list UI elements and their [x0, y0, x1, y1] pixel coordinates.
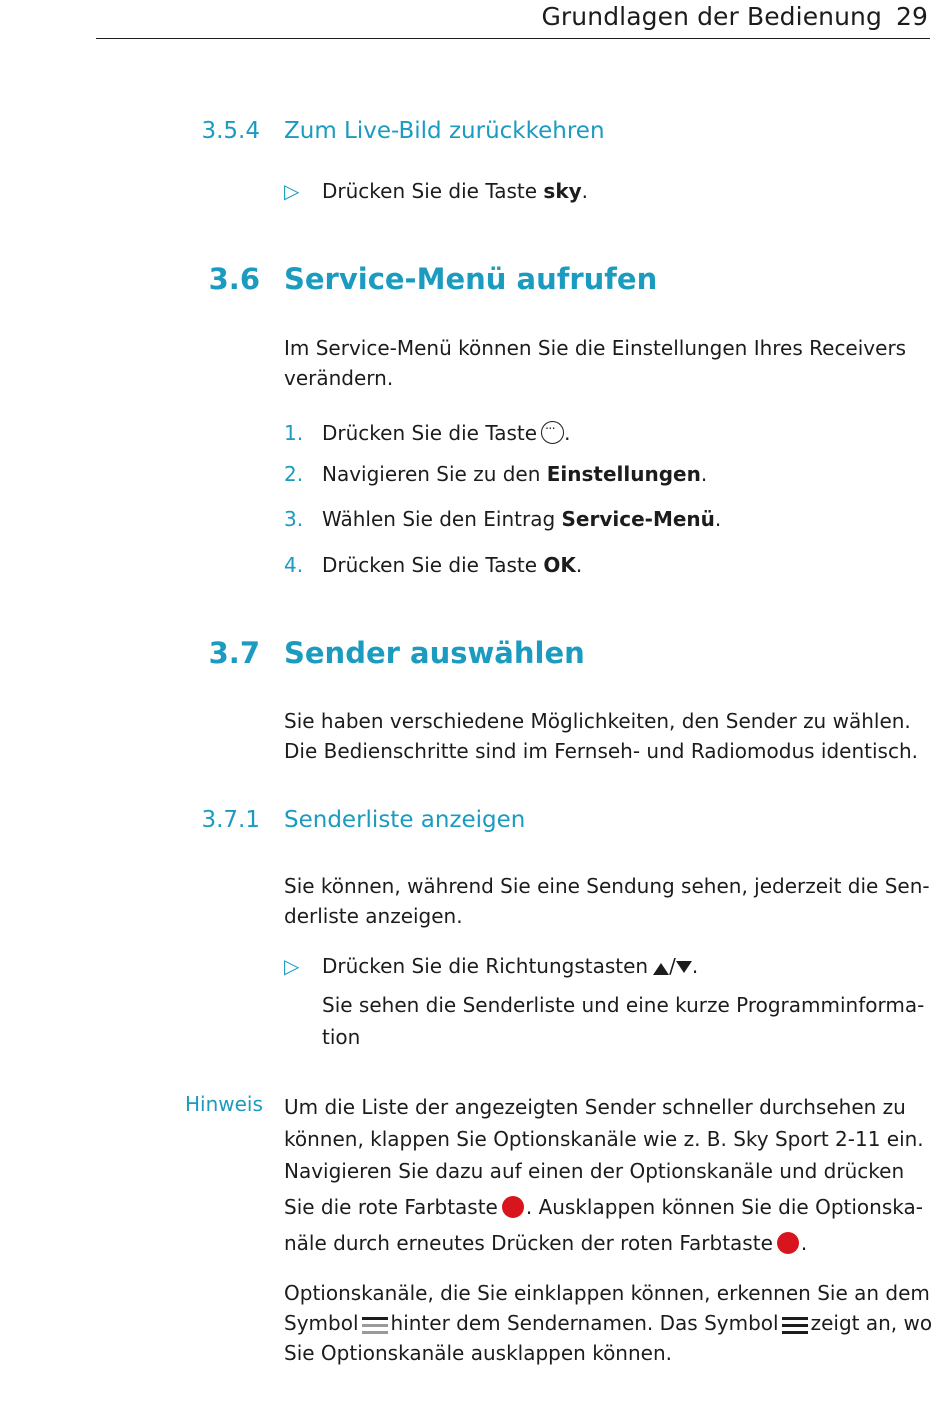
hint-line4-text-b: . Ausklappen können Sie die Optionska-: [525, 1195, 923, 1219]
step-end: .: [691, 954, 699, 978]
section-number-3-5-4: 3.5.4: [201, 118, 260, 144]
step-number-2: 2.: [284, 462, 304, 486]
service-step-3: [322, 507, 721, 531]
step-end: .: [575, 553, 583, 577]
hint-label: Hinweis: [185, 1092, 263, 1116]
hint2-line3: Sie Optionskanäle ausklappen können.: [284, 1341, 672, 1365]
service-step-2: [322, 462, 707, 486]
step-text: Navigieren Sie zu den: [322, 462, 547, 486]
senderliste-result: [322, 989, 932, 1053]
hint2-line2: [284, 1308, 934, 1338]
expand-symbol-icon: [782, 1316, 808, 1335]
section-number-3-6: 3.6: [208, 262, 260, 296]
section-number-3-7-1: 3.7.1: [201, 807, 260, 833]
sender-intro-line2: Die Bedienschritte sind im Fernseh- und Radiomodus identisch.: [284, 739, 918, 763]
step-number-4: 4.: [284, 553, 304, 577]
hint-paragraph-1: [284, 1091, 934, 1259]
service-intro-line2: verändern.: [284, 366, 394, 390]
step-end: .: [581, 179, 589, 203]
hint-line5-text-a: näle durch erneutes Drücken der roten Farbtaste: [284, 1231, 773, 1255]
step-text: Drücken Sie die Taste: [322, 553, 544, 577]
step-sep: /: [669, 954, 676, 978]
step-text: Wählen Sie den Eintrag: [322, 507, 562, 531]
hint-paragraph-2: [284, 1278, 934, 1368]
hint-line4: [284, 1191, 934, 1223]
hint-line4-text-a: Sie die rote Farbtaste: [284, 1195, 498, 1219]
red-color-key-icon: [777, 1232, 799, 1254]
senderliste-intro-line2: derliste anzeigen.: [284, 904, 463, 928]
step-text: Drücken Sie die Taste: [322, 421, 538, 445]
step-number-3: 3.: [284, 507, 304, 531]
header-title: Grundlagen der Bedienung: [541, 2, 882, 31]
senderliste-intro-line1: Sie können, während Sie eine Sendung sehen, jederzeit die Sen-: [284, 874, 930, 898]
hint-line5: [284, 1227, 934, 1259]
step-text: Drücken Sie die Taste: [322, 179, 544, 203]
section-title-3-6: Service-Menü aufrufen: [284, 262, 658, 296]
service-step-1: [322, 421, 570, 445]
result-line1: Sie sehen die Senderliste und eine kurze Programminforma-: [322, 993, 925, 1017]
step-marker: ▷: [284, 954, 300, 978]
step-text: Drücken Sie die Richtungstasten: [322, 954, 649, 978]
ok-key-icon: [541, 421, 564, 444]
step-end: .: [564, 421, 571, 445]
hint-line5-text-b: .: [800, 1231, 808, 1255]
section-title-3-5-4: Zum Live-Bild zurückkehren: [284, 118, 605, 144]
sender-intro-line1: Sie haben verschiedene Möglichkeiten, den Sender zu wählen.: [284, 709, 911, 733]
hint2-line1: Optionskanäle, die Sie einklappen können, erkennen Sie an dem: [284, 1281, 930, 1305]
result-line2: tion: [322, 1025, 361, 1049]
hint2-line2-text-a: Symbol: [284, 1311, 359, 1335]
collapse-symbol-icon: [362, 1316, 388, 1335]
hint-line3: Navigieren Sie dazu auf einen der Optionskanäle und drücken: [284, 1159, 905, 1183]
running-header: [541, 2, 928, 31]
step-marker: ▷: [284, 179, 300, 203]
section-title-3-7-1: Senderliste anzeigen: [284, 807, 526, 833]
step-live: [322, 179, 588, 203]
step-end: .: [714, 507, 722, 531]
service-intro-line1: Im Service-Menü können Sie die Einstellungen Ihres Receivers: [284, 336, 907, 360]
section-title-3-7: Sender auswählen: [284, 636, 585, 670]
step-key: Einstellungen: [546, 462, 701, 486]
step-number-1: 1.: [284, 421, 304, 445]
hint-line2: können, klappen Sie Optionskanäle wie z. B. Sky Sport 2-11 ein.: [284, 1127, 924, 1151]
hint-line1: Um die Liste der angezeigten Sender schneller durchsehen zu: [284, 1095, 906, 1119]
hint2-line2-text-c: zeigt an, wo: [810, 1311, 933, 1335]
hint2-line2-text-b: hinter dem Sendernamen. Das Symbol: [390, 1311, 779, 1335]
service-intro: [284, 333, 934, 393]
service-step-4: [322, 553, 582, 577]
step-key: Service-Menü: [561, 507, 715, 531]
header-rule: [96, 38, 930, 39]
step-key: OK: [543, 553, 576, 577]
senderliste-intro: [284, 871, 934, 931]
section-number-3-7: 3.7: [208, 636, 260, 670]
key-sky: sky: [543, 179, 582, 203]
arrow-up-key-icon: [653, 963, 669, 975]
senderliste-step: [322, 954, 698, 978]
red-color-key-icon: [502, 1196, 524, 1218]
arrow-down-key-icon: [676, 961, 692, 973]
page-number: 29: [895, 2, 928, 31]
sender-intro: [284, 706, 934, 766]
step-end: .: [700, 462, 708, 486]
